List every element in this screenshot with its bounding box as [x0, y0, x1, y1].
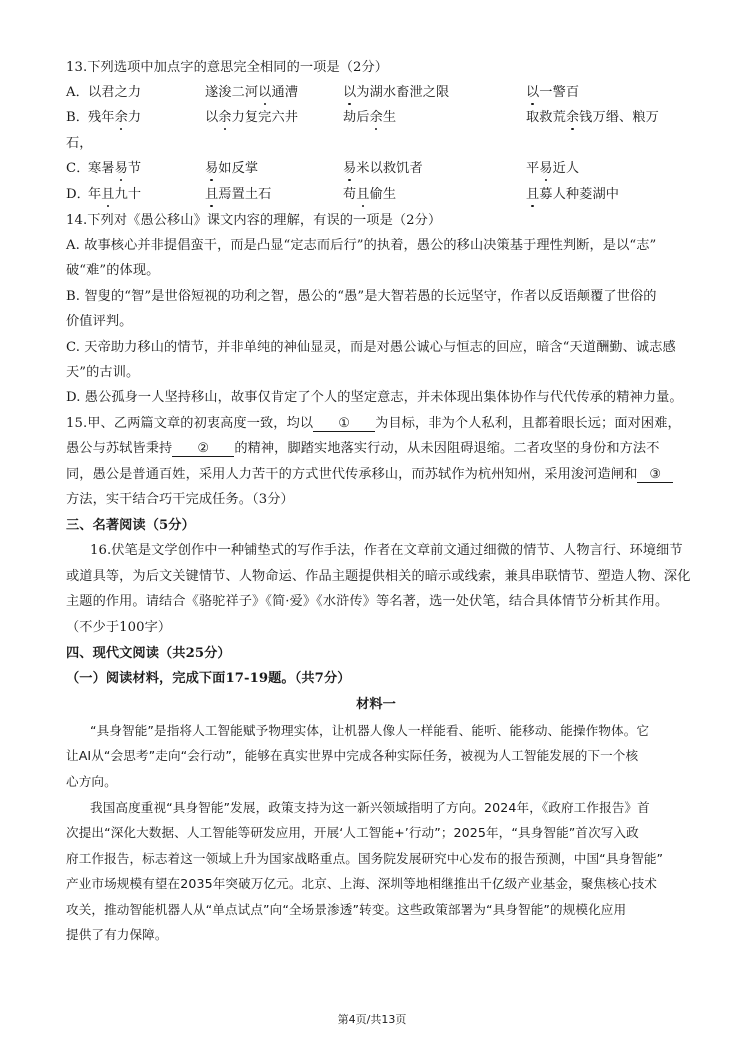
emphasis-dot-char: 余: [114, 110, 128, 125]
q13-phrase: 苟且偷生: [343, 187, 397, 202]
q14-option-a-cont: 破“难”的体现。: [66, 263, 160, 278]
emphasis-dot-char: 余: [565, 110, 580, 125]
page-footer: 第4页/共13页: [337, 1013, 407, 1026]
emphasis-dot-char: 且: [205, 187, 219, 202]
q13-stem: 13.下列选项中加点字的意思完全相同的一项是（2分）: [66, 60, 389, 75]
q14-stem: 14.下列对《愚公移山》课文内容的理解，有误的一项是（2分）: [66, 213, 442, 228]
q13-phrase: 劫后余生: [343, 110, 397, 125]
q14-option-d: D. 愚公孤身一人坚持移山，故事仅肯定了个人的坚定意志，并未体现出集体协作与代代传承的精神力量。: [66, 390, 683, 405]
section-3-heading: 三、名著阅读（5分）: [66, 518, 195, 533]
q13-phrase: 以一警百: [526, 85, 580, 100]
q13-phrase: 且募人种菱湖中: [526, 187, 620, 202]
q13-option-label: B．: [66, 110, 90, 125]
emphasis-dot-char: 余: [218, 110, 232, 125]
material-1-para-1-line-3: 心方向。: [66, 774, 117, 789]
material-1-para-2-line-1: 我国高度重视“具身智能”发展，政策支持为这一新兴领域指明了方向。2024年，《政府工作报告》首: [90, 800, 650, 815]
emphasis-dot-char: 易: [539, 161, 553, 176]
q13-phrase: 年且九十: [88, 187, 142, 202]
section-4-heading: 四、现代文阅读（共25分）: [66, 646, 231, 661]
q13-phrase: 残年余力: [88, 110, 142, 125]
q13-phrase: 寒暑易节: [88, 161, 142, 176]
q14-option-c: C. 天帝助力移山的情节，并非单纯的神仙显灵，而是对愚公诚心与恒志的回应，暗含“天道酬勤、诚志感: [66, 340, 676, 355]
q13-option-b-cont: 石，: [66, 136, 93, 151]
q14-option-b-cont: 价值评判。: [66, 314, 133, 329]
section-4-subheading: （一）阅读材料，完成下面17-19题。（共7分）: [66, 671, 351, 686]
q13-phrase: 易米以救饥者: [343, 161, 423, 176]
q15-blank-3[interactable]: ③: [637, 468, 673, 483]
emphasis-dot-char: 易: [114, 161, 128, 176]
q15-line-1: 15.甲、乙两篇文章的初衷高度一致，均以 ① 为目标，非为个人私利，且都着眼长远；面对困难，: [66, 416, 681, 431]
q13-option-label: C．: [66, 161, 90, 176]
q15-blank-1[interactable]: ①: [313, 417, 375, 432]
q14-option-a: A. 故事核心并非提倡蛮干，而是凸显“定志而后行”的执着，愚公的移山决策基于理性判断，是以“志”: [66, 238, 657, 253]
material-1-title: 材料一: [356, 697, 396, 712]
q16-para-line-4: （不少于100字）: [66, 620, 172, 635]
q13-phrase: 平易近人: [526, 161, 580, 176]
q13-phrase: 易如反掌: [205, 161, 259, 176]
q15-line-2: 愚公与苏轼皆秉持 ② 的精神，脚踏实地落实行动，从未因阻碍退缩。二者攻坚的身份和方法不: [66, 441, 660, 456]
q14-option-b: B. 智叟的“智”是世俗短视的功利之智，愚公的“愚”是大智若愚的长远坚守，作者以反语颠覆了世俗的: [66, 289, 657, 304]
emphasis-dot-char: 易: [343, 161, 357, 176]
q13-phrase: 取救荒余钱万缗、粮万: [526, 110, 659, 125]
q15-line-4: 方法，实干结合巧干完成任务。（3分）: [66, 492, 294, 507]
q13-phrase: 且焉置土石: [205, 187, 272, 202]
material-1-para-2-line-2: 次提出“深化大数据、人工智能等研发应用，开展‘人工智能+’行动”；2025年，“具身智能”首次写入政: [66, 825, 639, 840]
q15-blank-2[interactable]: ②: [172, 442, 234, 457]
material-1-para-1-line-2: 让AI从“会思考”走向“会行动”，能够在真实世界中完成各种实际任务，被视为人工智能发展的下一个核: [66, 748, 639, 763]
material-1-para-2-line-4: 产业市场规模有望在2035年突破万亿元。北京、上海、深圳等地相继推出千亿级产业基金，聚焦核心技术: [66, 876, 657, 891]
emphasis-dot-char: 且: [101, 187, 115, 202]
q13-option-label: D．: [66, 187, 90, 202]
q13-phrase: 以君之力: [88, 85, 142, 100]
q13-option-label: A．: [66, 85, 89, 100]
q13-phrase: 遂浚二河以通漕: [205, 85, 299, 100]
emphasis-dot-char: 且: [356, 187, 370, 202]
q14-option-c-cont: 天”的古训。: [66, 365, 140, 380]
material-1-para-2-line-6: 提供了有力保障。: [66, 927, 168, 942]
emphasis-dot-char: 余: [369, 110, 383, 125]
material-1-para-2-line-5: 攻关，推动智能机器人从“单点试点”向“全场景渗透”转变。这些政策部署为“具身智能”的规模化应用: [66, 902, 627, 917]
emphasis-dot-char: 以: [343, 85, 357, 100]
q15-line-3: 同，愚公是普通百姓，采用人力苦干的方式世代传承移山，而苏轼作为杭州知州，采用浚河造闸和 ③: [66, 467, 686, 483]
q16-para-line-2: 或道具等，为后文关键情节、人物命运、作品主题提供相关的暗示或线索，兼具串联情节、塑造人物、深化: [66, 569, 691, 584]
emphasis-dot-char: 以: [258, 85, 272, 100]
q13-phrase: 以余力复完六井: [205, 110, 299, 125]
emphasis-dot-char: 易: [205, 161, 219, 176]
material-1-para-2-line-3: 府工作报告，标志着这一领域上升为国家战略重点。国务院发展研究中心发布的报告预测，中国“具身智能”: [66, 851, 664, 866]
emphasis-dot-char: 且: [526, 187, 540, 202]
q16-para-line-1: 16.伏笔是文学创作中一种铺垫式的写作手法，作者在文章前文通过细微的情节、人物言行、环境细节: [90, 543, 683, 558]
material-1-para-1-line-1: “具身智能”是指将人工智能赋予物理实体，让机器人像人一样能看、能听、能移动、能操作物体。它: [90, 723, 650, 738]
q16-para-line-3: 主题的作用。请结合《骆驼祥子》《简·爱》《水浒传》等名著，选一处伏笔，结合具体情节分析其作用。: [66, 594, 669, 609]
q13-phrase: 以为湖水畜泄之限: [343, 85, 450, 100]
emphasis-dot-char: 以: [526, 85, 540, 100]
